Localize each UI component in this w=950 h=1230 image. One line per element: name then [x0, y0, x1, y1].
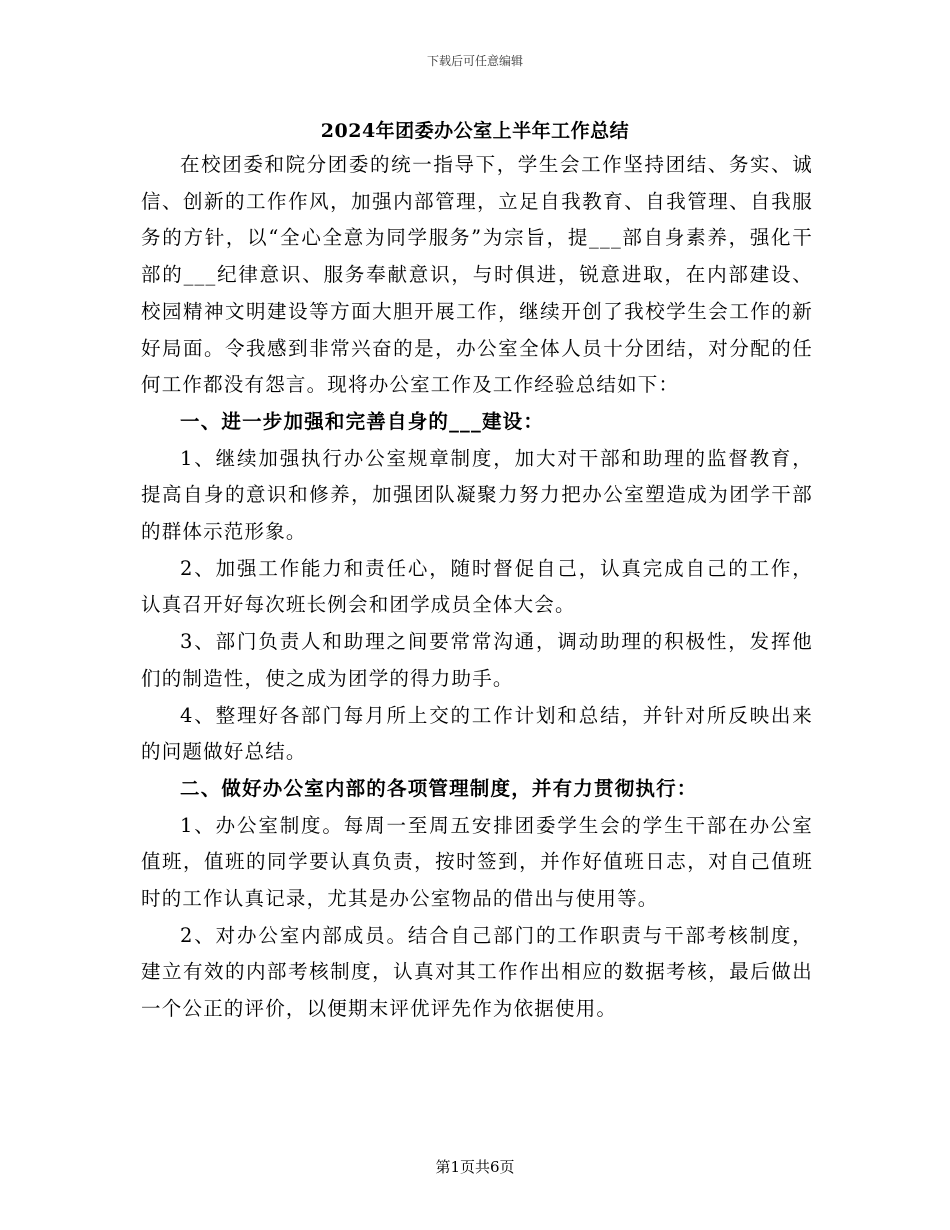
body-paragraph: 2、加强工作能力和责任心，随时督促自己，认真完成自己的工作，认真召开好每次班长例会和团学成员全体大会。	[141, 556, 813, 617]
document-title: 2024年团委办公室上半年工作总结	[320, 120, 630, 142]
intro-paragraph: 在校团委和院分团委的统一指导下，学生会工作坚持团结、务实、诚信、创新的工作作风，加强内部管理，立足自我教育、自我管理、自我服务的方针，以“全心全意为同学服务”为宗旨，提___部自身素养，强化干部的___纪律意识、服务奉献意识，与时俱进，锐意进取，在内部建设、校园精神文明建设等方面大胆开展工作，继续开创了我校学生会工作的新好局面。令我感到非常兴奋的是，办公室全体人员十分团结，对分配的任何工作都没有怨言。现将办公室工作及工作经验总结如下：	[141, 153, 813, 397]
page-header-note: 下载后可任意编辑	[426, 54, 523, 68]
page-number: 第1页共6页	[435, 1158, 515, 1176]
body-paragraph: 3、部门负责人和助理之间要常常沟通，调动助理的积极性，发挥他们的制造性，使之成为团学的得力助手。	[141, 630, 813, 690]
document-body	[141, 147, 813, 1028]
body-paragraph: 1、办公室制度。每周一至周五安排团委学生会的学生干部在办公室值班，值班的同学要认真负责，按时签到，并作好值班日志，对自己值班时的工作认真记录，尤其是办公室物品的借出与使用等。	[141, 813, 813, 911]
body-paragraph: 2、对办公室内部成员。结合自己部门的工作职责与干部考核制度，建立有效的内部考核制度，认真对其工作作出相应的数据考核，最后做出一个公正的评价，以便期末评优评先作为依据使用。	[141, 923, 813, 1021]
section-heading-2: 二、做好办公室内部的各项管理制度，并有力贯彻执行：	[180, 776, 698, 800]
section-heading-1: 一、进一步加强和完善自身的___建设：	[180, 409, 545, 433]
body-paragraph: 1、继续加强执行办公室规章制度，加大对干部和助理的监督教育，提高自身的意识和修养，加强团队凝聚力努力把办公室塑造成为团学干部的群体示范形象。	[141, 446, 813, 544]
body-paragraph: 4、整理好各部门每月所上交的工作计划和总结，并针对所反映出来的问题做好总结。	[141, 703, 813, 764]
